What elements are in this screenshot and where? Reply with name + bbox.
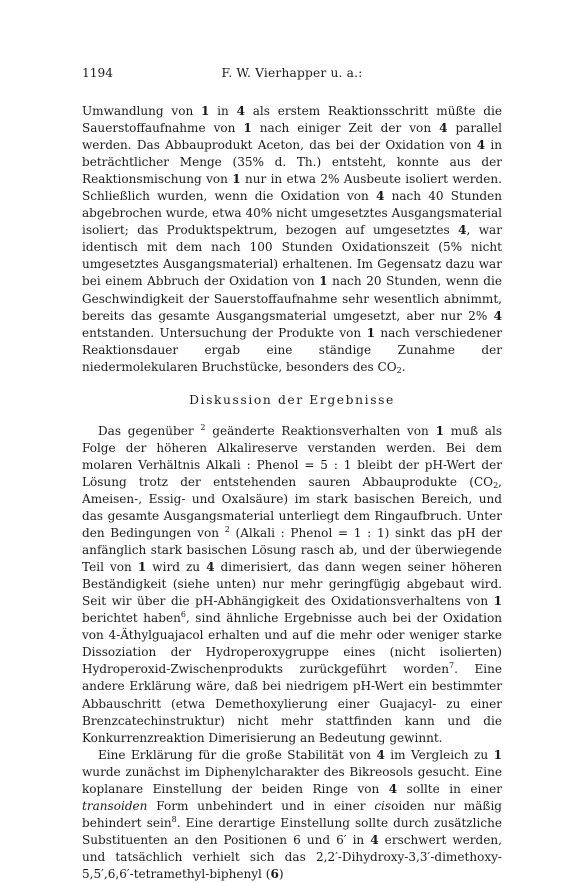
compound-number: 4	[476, 138, 486, 153]
compound-number: 4	[375, 189, 385, 204]
italic-text: transoiden	[82, 798, 148, 813]
compound-number: 4	[388, 781, 398, 796]
compound-number: 1	[243, 121, 252, 136]
italic-text: cis	[374, 798, 392, 813]
text-run: nur in etwa 2% Ausbeute isoliert werden. Schließlich wurden, wenn die Oxidation von	[82, 172, 502, 204]
text-run: Umwandlung von	[82, 104, 201, 118]
text-run: , Ameisen-, Essig- und Oxalsäure) im stark basischen Bereich, und das gesamte Ausgangsmaterial unterliegt dem Ringaufbruch. Unter den Bedingungen von	[82, 474, 502, 541]
text-run: nach verschiedener Reaktionsdauer ergab eine ständige Zunahme der niedermolekularen Bruchstücke, besonders des CO	[82, 325, 502, 374]
text-run: in beträchtlicher Menge (35% d. Th.) entsteht, konnte aus der Reaktionsmischung von	[82, 138, 502, 187]
text-run: als erstem Reaktionsschritt müßte die Sauerstoffaufnahme von	[82, 104, 502, 136]
paragraph	[82, 747, 502, 883]
compound-number: 4	[493, 308, 502, 323]
compound-number: 4	[376, 747, 385, 762]
compound-number: 4	[458, 223, 467, 238]
text-run: sollte in einer	[397, 781, 502, 796]
text-run: wurde zunächst im Diphenylcharakter des Bikreosols gesucht. Eine koplanare Einstellung der beiden Ringe von	[82, 764, 502, 796]
superscript: 7	[449, 661, 455, 671]
text-run: nach 20 Stunden, wenn die Geschwindigkeit der Sauerstoffaufnahme sehr wesentlich abnimmt, bereits das gesamte Ausgangsmaterial umgesetzt, aber nur 2%	[82, 274, 502, 323]
page-header	[82, 66, 502, 84]
paragraph	[82, 103, 502, 376]
compound-number: 1	[232, 172, 241, 187]
text-run: Das gegenüber	[98, 423, 201, 438]
compound-number: 1	[137, 560, 147, 575]
compound-number: 4	[206, 560, 215, 575]
section-heading: Diskussion der Ergebnisse	[189, 392, 395, 407]
text-run: , sind ähnliche Ergebnisse auch bei der Oxidation von 4-Äthylguajacol erhalten und auf die mehr oder weniger starke Dissoziation der Hydroperoxygruppe eines (nicht isolierten) Hydroperoxid-Zwischenprodukts zurückgeführt worden	[82, 611, 502, 677]
text-run: erschwert werden, und tatsächlich verhielt sich das 2,2′-Dihydroxy-3,3′-dimethoxy-5,5′,6,6′-tetramethyl-biphenyl (	[82, 832, 502, 881]
running-head: F. W. Vierhapper u. a.:	[221, 66, 363, 80]
superscript: 8	[171, 814, 177, 824]
text-run: entstanden. Untersuchung der Produkte von	[82, 325, 367, 340]
subscript: 2	[396, 365, 402, 375]
superscript: 2	[224, 525, 230, 535]
text-run: Form unbehindert und in einer	[147, 798, 375, 813]
compound-number: 6	[270, 866, 279, 881]
text-run: . Eine derartige Einstellung sollte durch zusätzliche Substituenten an den Positionen 6 und 6′ in	[82, 815, 502, 847]
text-run: .	[401, 359, 406, 374]
compound-number: 1	[201, 104, 210, 118]
page-number: 1194	[82, 66, 114, 80]
text-run: oiden nur mäßig behindert sein	[82, 798, 503, 830]
text-run: parallel werden. Das Abbauprodukt Aceton, das bei der Oxidation von	[82, 121, 502, 153]
text-run: dimerisiert, das dann wegen seiner höheren Beständigkeit (siehe unten) nur mehr geringfügig abgebaut wird. Seit wir über die pH-Abhängigkeit des Oxidationsverhaltens von	[82, 560, 502, 609]
text-run: nach 40 Stunden abgebrochen wurde, etwa 40% nicht umgesetztes Ausgangsmaterial isoliert; das Produktspektrum, bezogen auf umgesetztes	[82, 189, 502, 238]
compound-number: 1	[366, 325, 375, 340]
paragraph	[82, 423, 502, 747]
compound-number: 4	[370, 832, 379, 847]
text-run: muß als Folge der höheren Alkalireserve verstanden werden. Bei dem molaren Verhältnis Alkali : Phenol = 5 : 1 bleibt der pH-Wert der Lösung trotz der entstehenden sauren Abbauprodukte (CO	[82, 423, 502, 489]
compound-number: 4	[236, 104, 245, 118]
compound-number: 1	[319, 274, 328, 289]
text-run: nach einiger Zeit der von	[251, 121, 440, 136]
text-run: . Eine andere Erklärung wäre, daß bei niedrigem pH-Wert ein bestimmter Abbauschritt (etwa Demethoxylierung einer Guajacyl- zu einer Brenzcatechinstruktur) nicht mehr stattfinden kann und die Konkurrenzreaktion Dimerisierung an Bedeutung gewinnt.	[82, 662, 502, 745]
compound-number: 4	[439, 121, 448, 136]
text-run: (Alkali : Phenol = 1 : 1) sinkt das pH der anfänglich stark basischen Lösung rasch ab, und der überwiegende Teil von	[82, 526, 502, 575]
superscript: 2	[200, 422, 206, 432]
text-run: in	[209, 104, 237, 118]
text-run: berichtet haben	[82, 611, 181, 626]
compound-number: 1	[493, 594, 502, 609]
text-run: wird zu	[146, 560, 207, 575]
text-run: , war identisch mit dem nach 100 Stunden Oxidationszeit (5% nicht umgesetztes Ausgangsmaterial) erhaltenen. Im Gegensatz dazu war bei einem Abbruch der Oxidation von	[82, 223, 502, 289]
compound-number: 1	[435, 423, 444, 438]
text-run: im Vergleich zu	[384, 747, 494, 762]
superscript: 6	[180, 610, 186, 620]
text-run: Eine Erklärung für die große Stabilität von	[98, 747, 377, 762]
text-run: )	[278, 866, 284, 881]
compound-number: 1	[493, 747, 503, 762]
subscript: 2	[493, 480, 499, 490]
page-body	[82, 66, 502, 883]
text-run: geänderte Reaktionsverhalten von	[205, 423, 436, 438]
